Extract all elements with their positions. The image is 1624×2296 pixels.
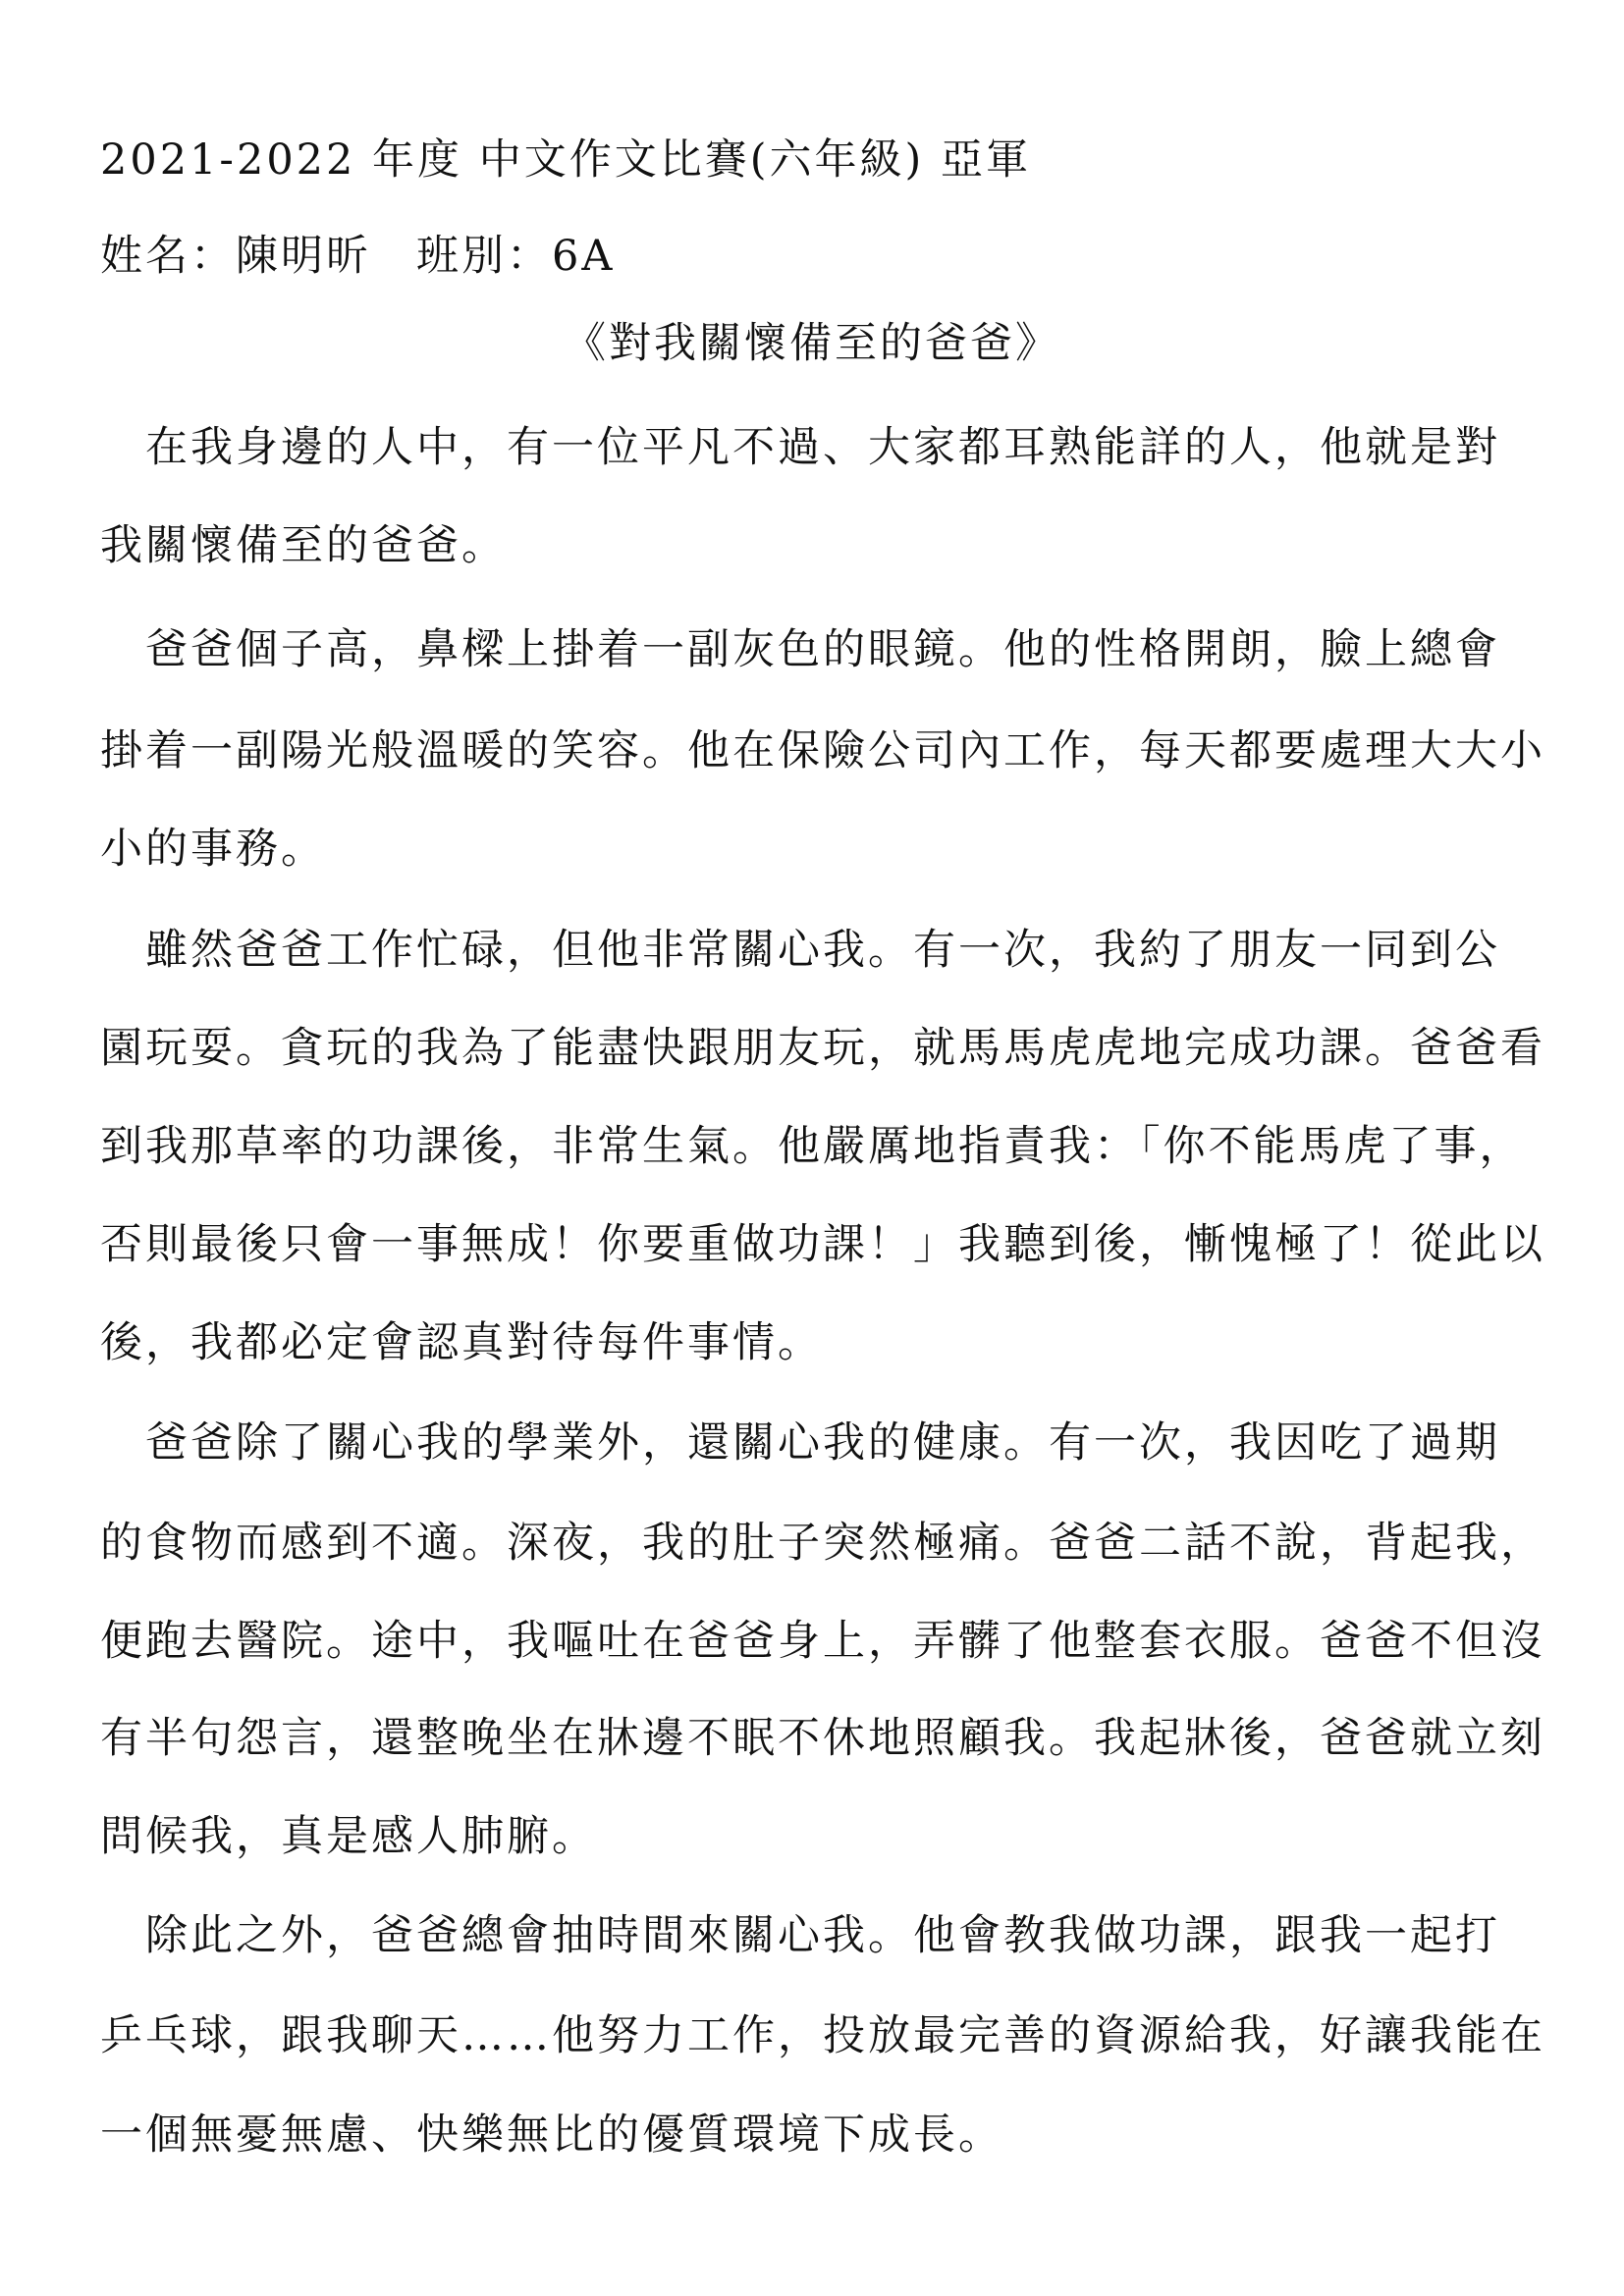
essay-line: 在我身邊的人中，有一位平凡不過、大家都耳熟能詳的人，他就是對 — [100, 423, 1500, 472]
essay-line: 雖然爸爸工作忙碌，但他非常關心我。有一次，我約了朋友一同到公 — [100, 926, 1500, 975]
essay-line: 我關懷備至的爸爸。 — [100, 521, 507, 570]
essay-line: 小的事務。 — [100, 825, 326, 874]
competition-heading: 2021-2022 年度 中文作文比賽(六年級) 亞軍 — [100, 135, 1031, 185]
essay-title: 《對我關懷備至的爸爸》 — [564, 319, 1060, 368]
essay-line: 爸爸除了關心我的學業外，還關心我的健康。有一次，我因吃了過期 — [100, 1418, 1500, 1468]
essay-line: 問候我，真是感人肺腑。 — [100, 1812, 597, 1861]
essay-line: 爸爸個子高，鼻樑上掛着一副灰色的眼鏡。他的性格開朗，臉上總會 — [100, 625, 1500, 674]
essay-line: 到我那草率的功課後，非常生氣。他嚴厲地指責我：「你不能馬虎了事， — [100, 1122, 1525, 1171]
essay-line: 有半句怨言，還整晚坐在牀邊不眠不休地照顧我。我起牀後，爸爸就立刻 — [100, 1714, 1545, 1763]
student-info: 姓名：陳明昕 班別：6A — [100, 232, 616, 281]
essay-line: 除此之外，爸爸總會抽時間來關心我。他會教我做功課，跟我一起打 — [100, 1911, 1500, 1960]
essay-line: 一個無憂無慮、快樂無比的優質環境下成長。 — [100, 2110, 1003, 2160]
essay-line: 否則最後只會一事無成！你要重做功課！」我聽到後，慚愧極了！從此以 — [100, 1220, 1545, 1269]
essay-line: 掛着一副陽光般溫暖的笑容。他在保險公司內工作，每天都要處理大大小 — [100, 726, 1545, 775]
essay-line: 便跑去醫院。途中，我嘔吐在爸爸身上，弄髒了他整套衣服。爸爸不但沒 — [100, 1617, 1545, 1666]
essay-line: 園玩耍。貪玩的我為了能盡快跟朋友玩，就馬馬虎虎地完成功課。爸爸看 — [100, 1024, 1545, 1073]
essay-line: 的食物而感到不適。深夜，我的肚子突然極痛。爸爸二話不說，背起我， — [100, 1519, 1545, 1568]
essay-line: 後，我都必定會認真對待每件事情。 — [100, 1318, 823, 1367]
essay-line: 乒乓球，跟我聊天……他努力工作，投放最完善的資源給我，好讓我能在 — [100, 2011, 1545, 2060]
